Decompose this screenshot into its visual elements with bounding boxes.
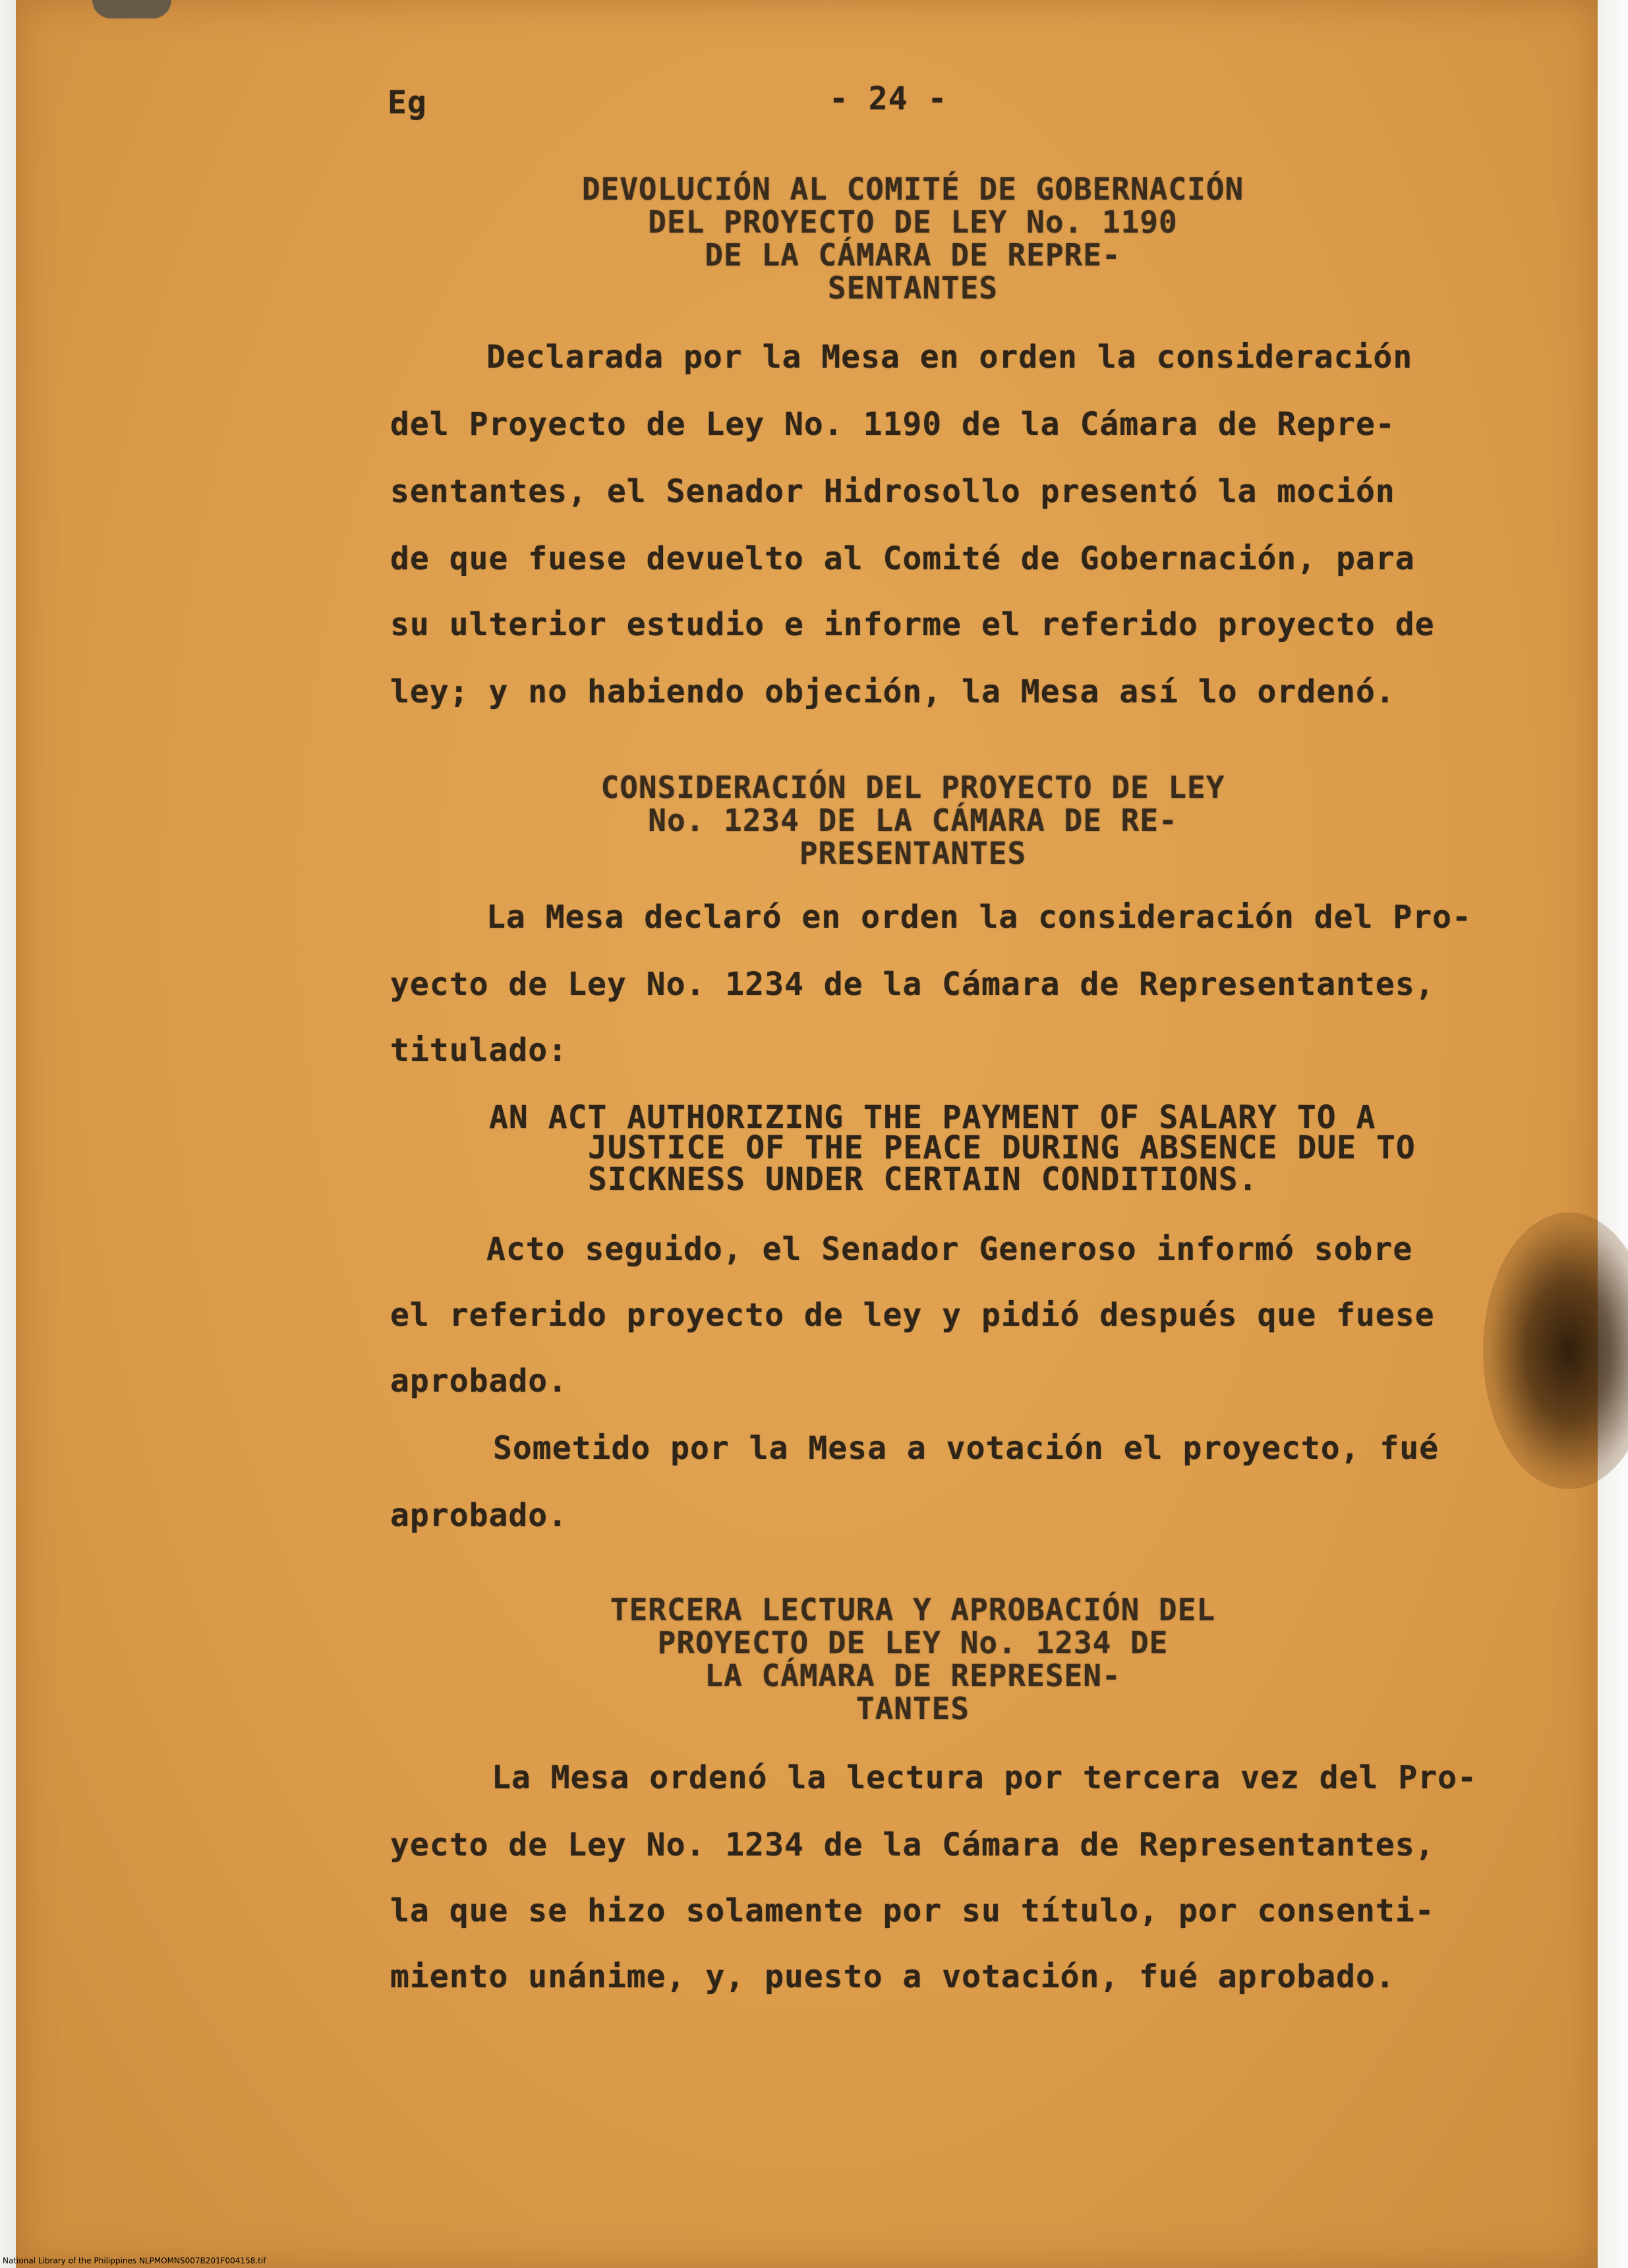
heading-line: TANTES [856, 1691, 970, 1726]
paragraph-line: La Mesa ordenó la lectura por tercera vez del Pro- [492, 1759, 1477, 1796]
section-heading [0, 771, 1628, 870]
paragraph-line: Declarada por la Mesa en orden la consideración [486, 339, 1413, 376]
paragraph-line: del Proyecto de Ley No. 1190 de la Cámara de Repre- [390, 406, 1395, 443]
paragraph-line: La Mesa declaró en orden la consideración del Pro- [486, 899, 1472, 936]
heading-line: SENTANTES [827, 270, 999, 306]
archive-footer: National Library of the Philippines NLPMOMNS007B201F004158.tif [3, 2256, 266, 2265]
heading-line: DE LA CÁMARA DE REPRE- [705, 237, 1121, 273]
paragraph-line: el referido proyecto de ley y pidió después que fuese [390, 1297, 1435, 1334]
paragraph-line: yecto de Ley No. 1234 de la Cámara de Representantes, [390, 966, 1435, 1003]
paragraph-line: de que fuese devuelto al Comité de Gobernación, para [390, 540, 1415, 577]
paragraph-line: titulado: [390, 1032, 568, 1069]
paragraph-line: miento unánime, y, puesto a votación, fué aprobado. [390, 1958, 1395, 1995]
paragraph-line: la que se hizo solamente por su título, por consenti- [390, 1892, 1435, 1929]
section-heading [0, 1593, 1628, 1725]
paragraph-line: Sometido por la Mesa a votación el proyecto, fué [493, 1430, 1439, 1467]
scan-right-margin [1598, 0, 1628, 2268]
heading-line: DEVOLUCIÓN AL COMITÉ DE GOBERNACIÓN [581, 171, 1244, 207]
quote-line: JUSTICE OF THE PEACE DURING ABSENCE DUE TO [588, 1129, 1416, 1166]
heading-line: CONSIDERACIÓN DEL PROYECTO DE LEY [600, 770, 1225, 805]
paragraph-line: aprobado. [390, 1497, 568, 1534]
heading-line: PROYECTO DE LEY No. 1234 DE [657, 1625, 1169, 1660]
paragraph-line: su ulterior estudio e informe el referido proyecto de [390, 606, 1435, 643]
page-number: - 24 - [829, 80, 948, 117]
heading-line: No. 1234 DE LA CÁMARA DE RE- [648, 803, 1178, 838]
section-heading [0, 173, 1628, 304]
page-marker: Eg [388, 84, 427, 121]
paragraph-line: yecto de Ley No. 1234 de la Cámara de Representantes, [390, 1827, 1435, 1863]
paragraph-line: ley; y no habiendo objeción, la Mesa así lo ordenó. [390, 673, 1395, 710]
paragraph-line: aprobado. [390, 1363, 568, 1400]
heading-line: TERCERA LECTURA Y APROBACIÓN DEL [610, 1592, 1216, 1628]
quote-line: AN ACT AUTHORIZING THE PAYMENT OF SALARY TO A [489, 1099, 1376, 1136]
heading-line: DEL PROYECTO DE LEY No. 1190 [648, 204, 1178, 240]
heading-line: PRESENTANTES [799, 836, 1027, 871]
paragraph-line: sentantes, el Senador Hidrosollo presentó la moción [390, 473, 1395, 510]
heading-line: LA CÁMARA DE REPRESEN- [705, 1658, 1121, 1693]
quote-line: SICKNESS UNDER CERTAIN CONDITIONS. [588, 1161, 1258, 1198]
paragraph-line: Acto seguido, el Senador Generoso informó sobre [486, 1231, 1413, 1268]
scan-corner-shadow [92, 0, 171, 18]
